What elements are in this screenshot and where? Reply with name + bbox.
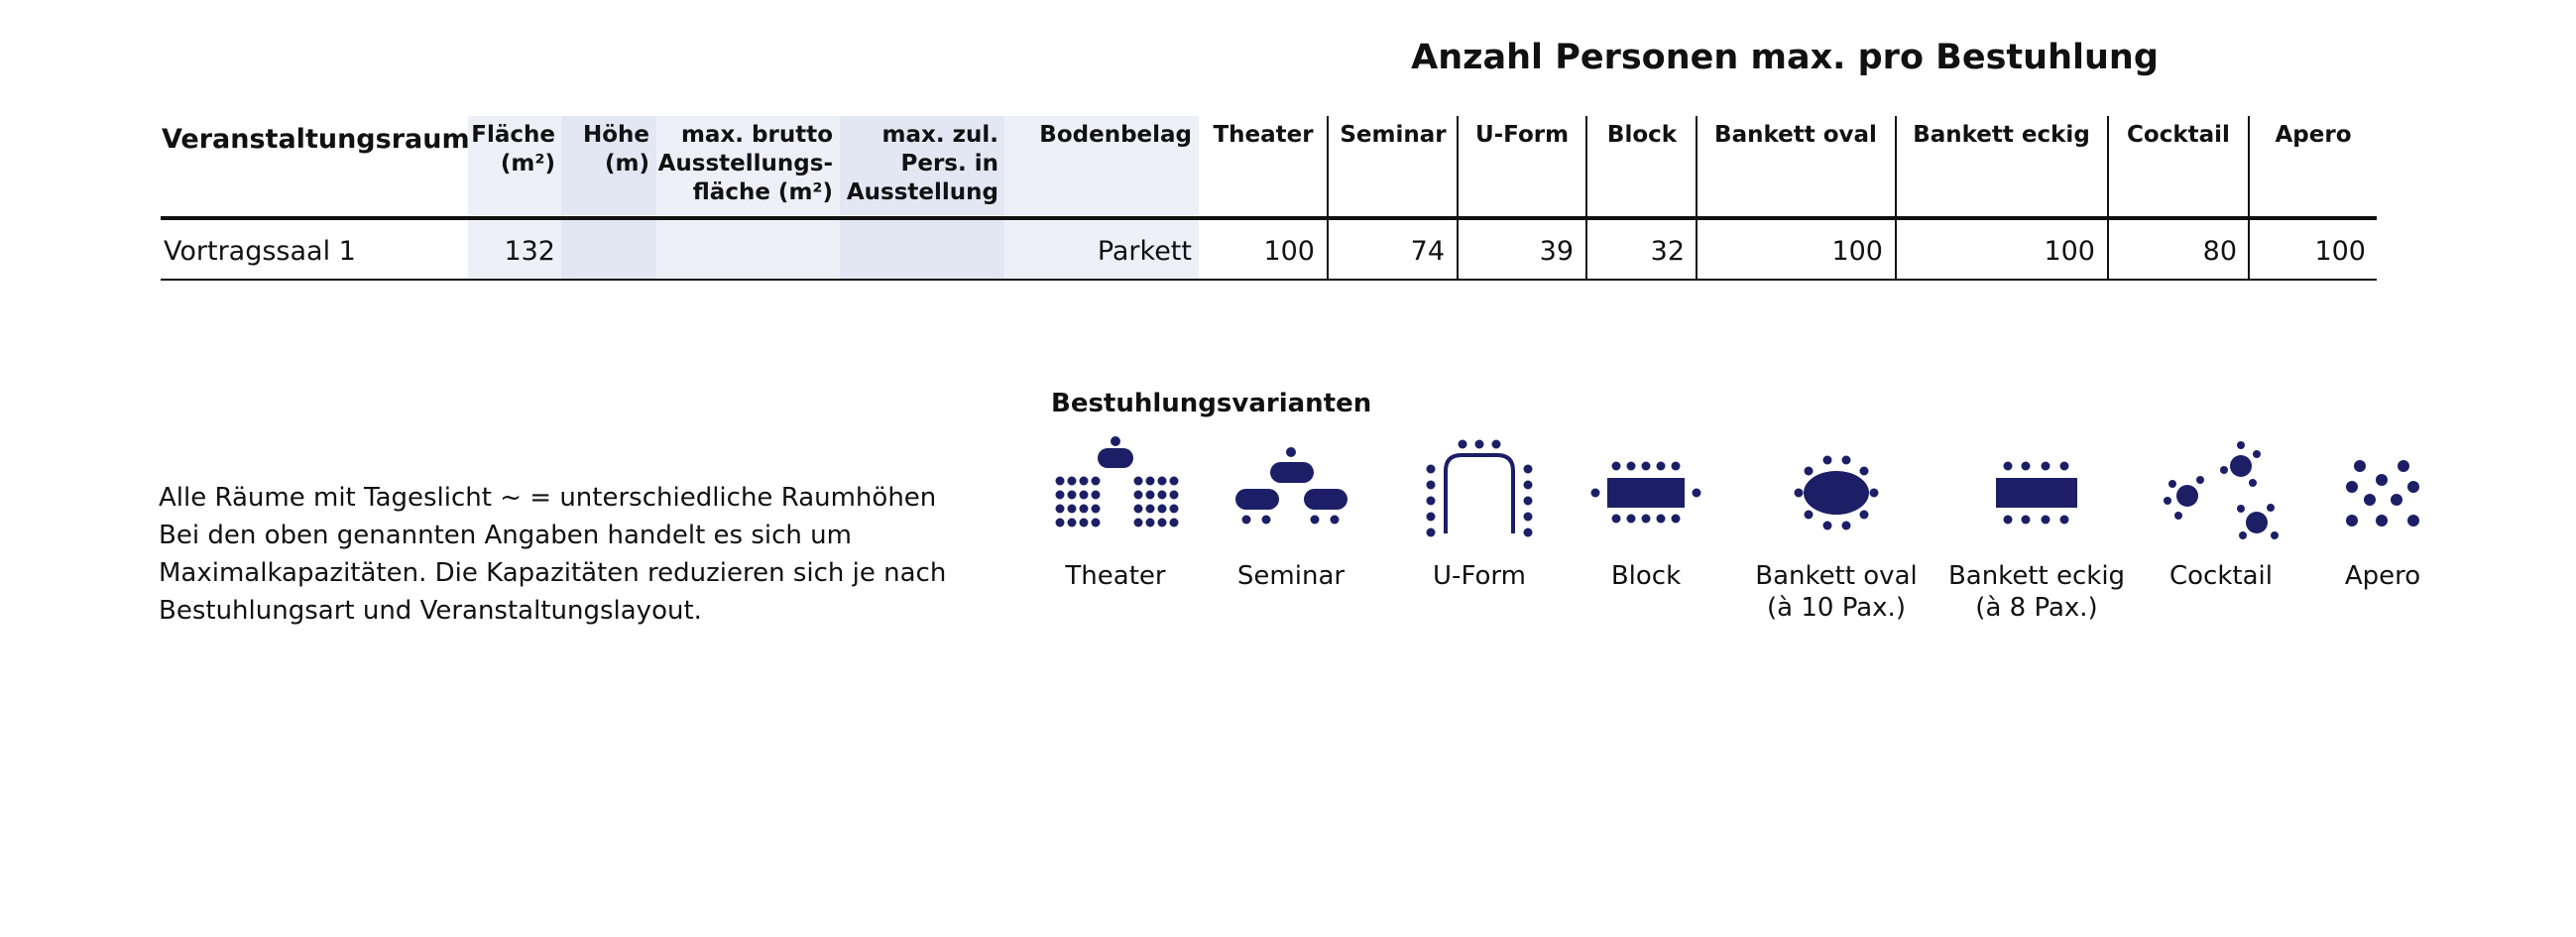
variant-label-bankett-eckig [1928,560,2146,624]
seminar-icon [1235,447,1347,525]
header-floor: Bodenbelag [1039,122,1192,148]
header-area-line1: Fläche [471,122,555,148]
variant-label-bankett-eckig-line2: (à 8 Pax.) [1975,593,2098,623]
variant-label-bankett-oval-line2: (à 10 Pax.) [1767,593,1906,623]
cell-apero: 100 [2314,236,2366,267]
table-group-title: Anzahl Personen max. pro Bestuhlung [1411,38,2159,77]
header-bankett-oval: Bankett oval [1714,122,1877,148]
note-line: Alle Räume mit Tageslicht ~ = unterschiedliche Raumhöhen [159,483,937,513]
cell-room: Vortragssaal 1 [164,236,356,267]
variant-label-bankett-oval [1727,560,1945,624]
header-block: Block [1606,122,1678,148]
variant-label-cocktail: Cocktail [2169,561,2273,591]
header-apero: Apero [2275,122,2352,148]
variant-label-bankett-oval-line1: Bankett oval [1755,561,1918,591]
header-uform: U-Form [1474,122,1570,148]
header-exhibit-area-line1: max. brutto [680,122,833,148]
bankett-eckig-icon [1996,462,2077,525]
cell-cocktail: 80 [2202,236,2237,267]
block-icon [1591,462,1701,524]
variant-label-bankett-eckig-line1: Bankett eckig [1947,561,2126,591]
header-exhibit-area-line3: fläche (m²) [692,179,833,205]
apero-icon [2346,460,2419,527]
note-line: Bestuhlungsart und Veranstaltungslayout. [159,596,702,626]
header-cocktail: Cocktail [2127,122,2230,148]
header-exhibit-persons-line3: Ausstellung [846,179,998,205]
theater-icon [1056,436,1179,527]
uform-icon [1427,440,1533,537]
header-exhibit-persons-line1: max. zul. [881,122,998,148]
cell-seminar: 74 [1410,236,1445,267]
header-bankett-eckig: Bankett eckig [1913,122,2090,148]
header-height-line1: Höhe [582,122,649,148]
variant-label-theater: Theater [1065,561,1166,591]
header-exhibit-persons-line2: Pers. in [900,151,998,176]
header-area-line2: (m²) [500,151,555,176]
cocktail-icon [2164,441,2279,539]
header-seminar: Seminar [1340,122,1447,148]
variant-label-block: Block [1610,561,1682,591]
cell-floor: Parkett [1097,236,1192,267]
header-exhibit-area-line2: Ausstellungs- [657,151,833,176]
header-room: Veranstaltungsraum [162,124,470,155]
variant-label-seminar: Seminar [1236,561,1346,591]
variants-title: Bestuhlungsvarianten [1051,389,1372,418]
variant-label-apero: Apero [2344,561,2421,591]
header-theater: Theater [1213,122,1314,148]
cell-bankett-eckig: 100 [2044,236,2095,267]
cell-uform: 39 [1539,236,1574,267]
variant-label-uform: U-Form [1433,561,1526,591]
header-height-line2: (m) [605,151,649,176]
cell-area: 132 [504,236,555,267]
cell-bankett-oval: 100 [1831,236,1883,267]
note-line: Maximalkapazitäten. Die Kapazitäten reduzieren sich je nach [159,558,947,588]
cell-theater: 100 [1263,236,1315,267]
bankett-oval-icon [1795,456,1879,530]
note-line: Bei den oben genannten Angaben handelt es sich um [159,521,852,550]
cell-block: 32 [1650,236,1685,267]
